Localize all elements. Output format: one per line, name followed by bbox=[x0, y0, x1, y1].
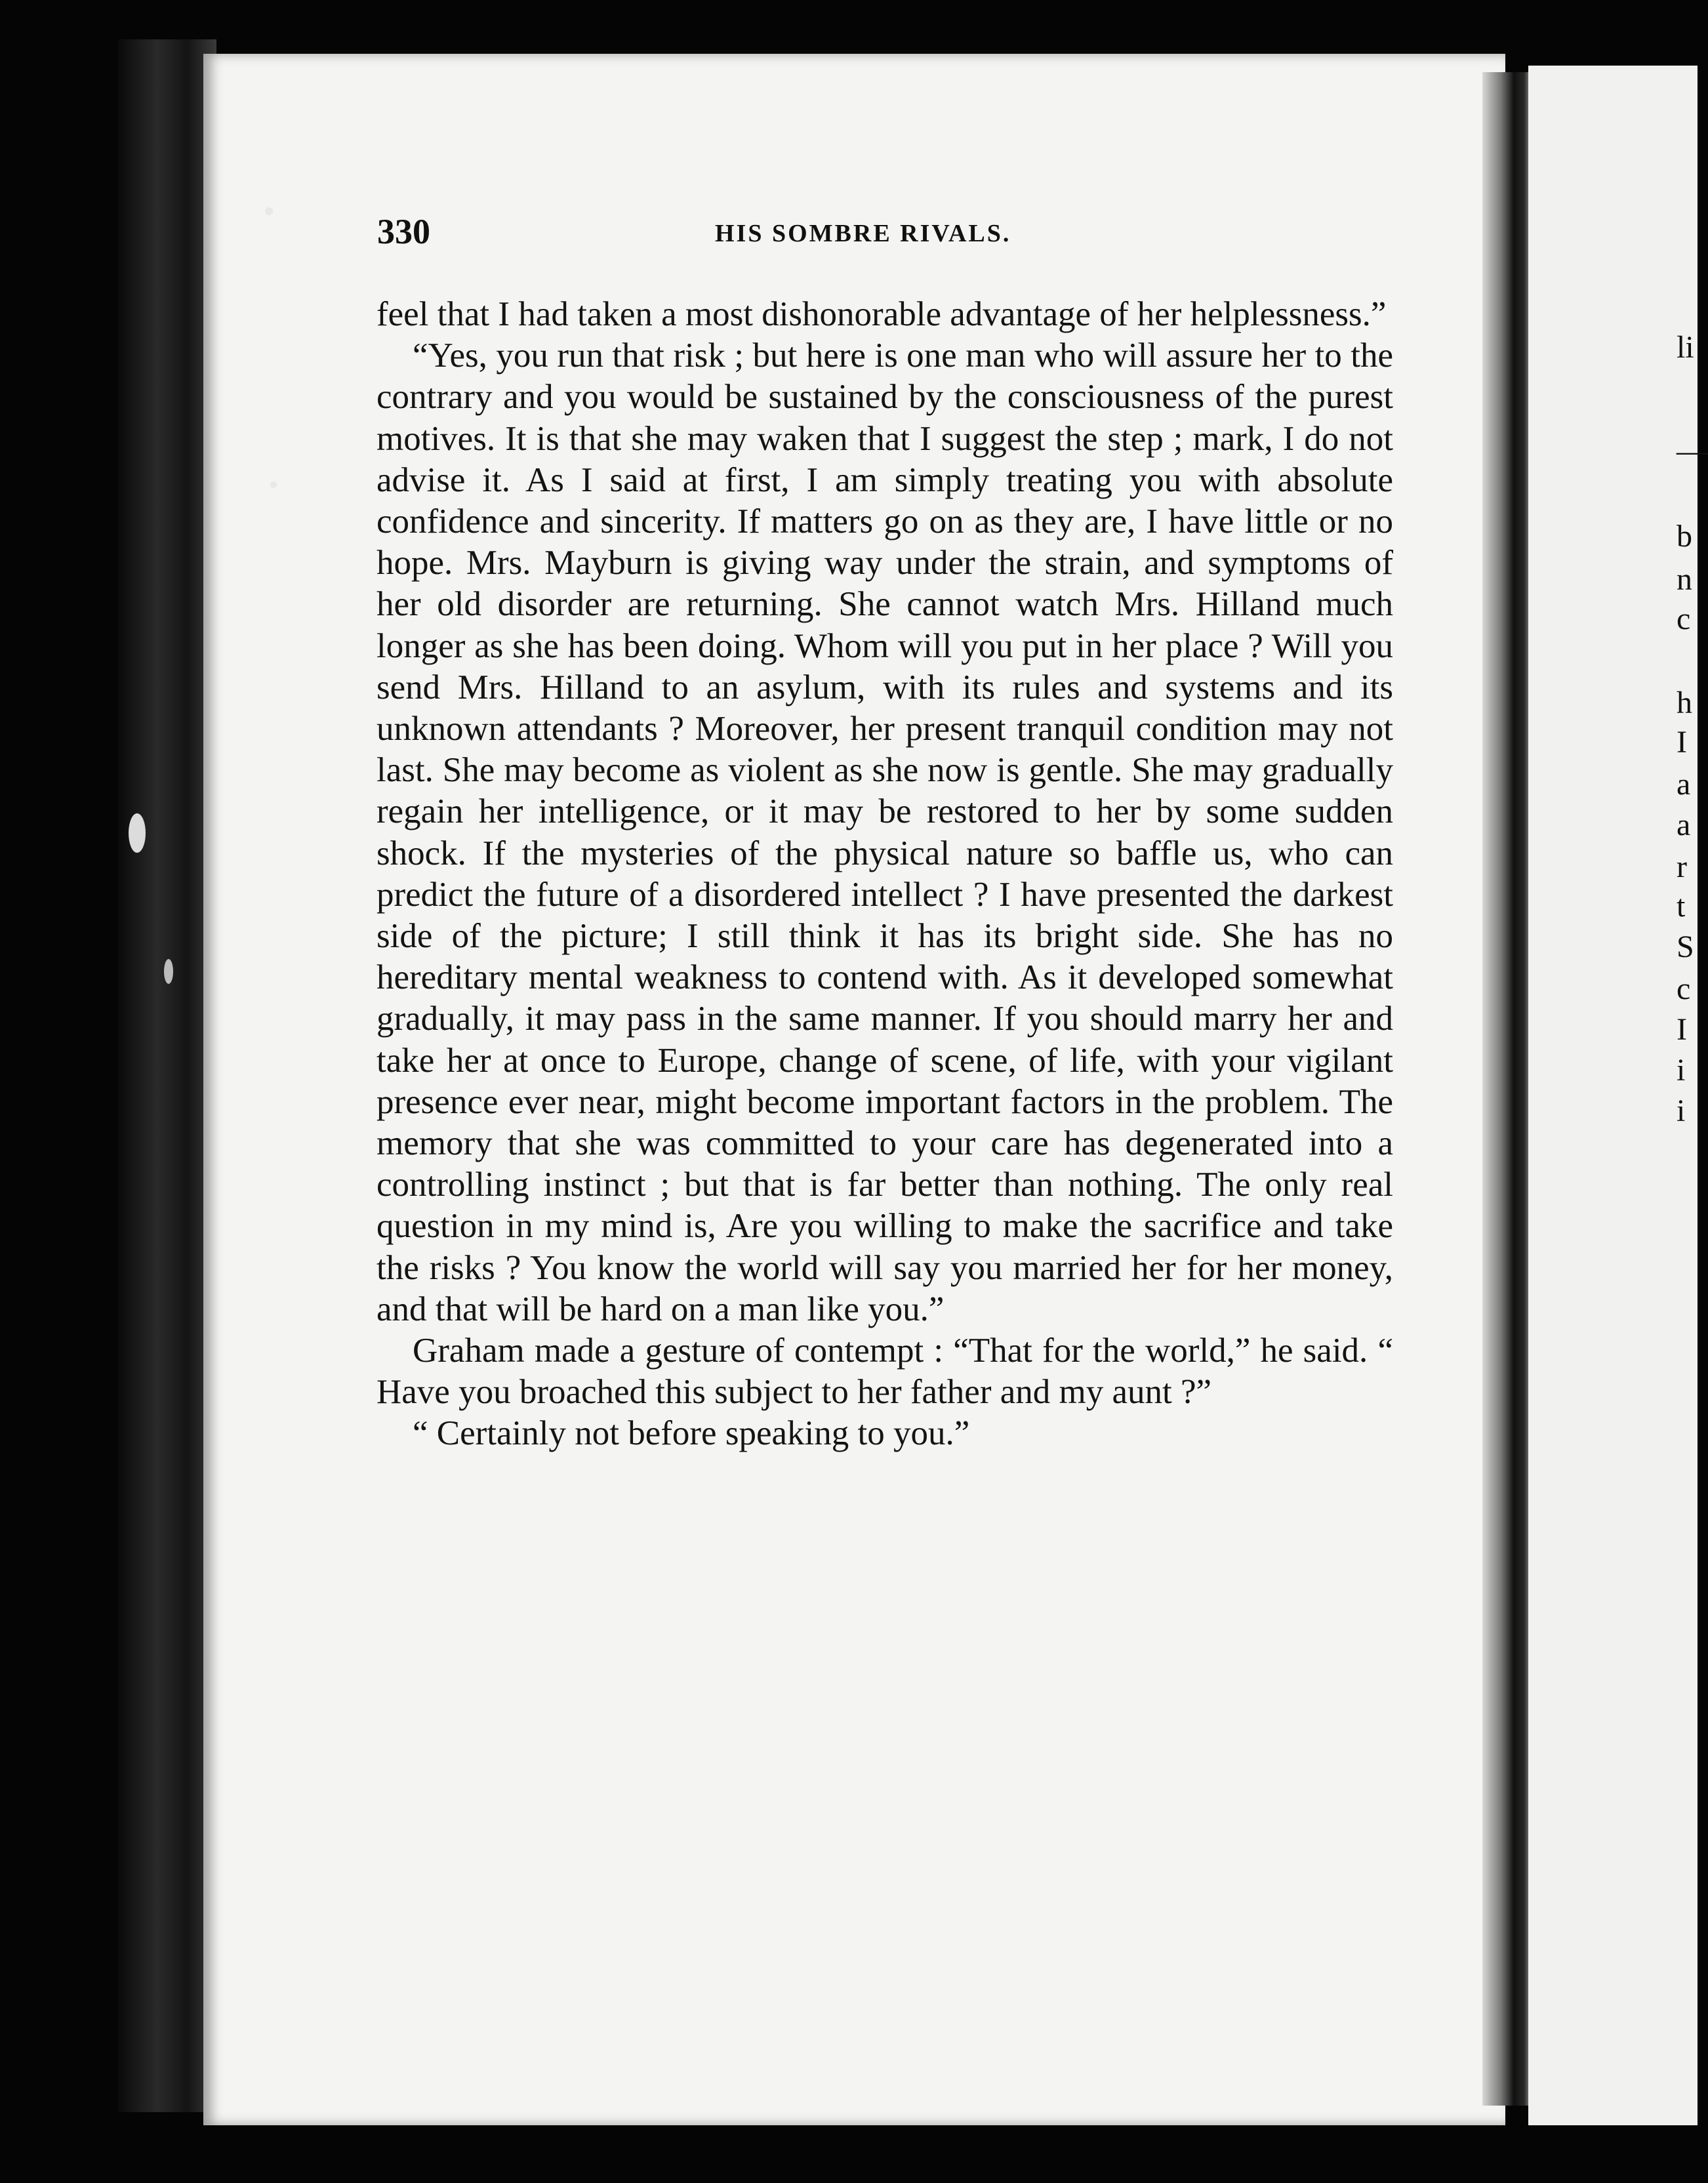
dust-speck bbox=[270, 481, 277, 488]
page-gutter bbox=[1482, 72, 1535, 2106]
book-spine bbox=[118, 39, 216, 2112]
facing-page-fragment: — bbox=[1677, 434, 1708, 468]
facing-page-fragment: I bbox=[1677, 1012, 1687, 1047]
facing-page-fragment: S bbox=[1677, 929, 1694, 964]
facing-page-fragment: i bbox=[1677, 1053, 1686, 1088]
facing-page-fragment: a bbox=[1677, 807, 1691, 842]
facing-page-fragment: i bbox=[1677, 1093, 1686, 1128]
page-header bbox=[377, 211, 1099, 257]
paragraph: “ Certainly not before speaking to you.” bbox=[413, 1414, 970, 1453]
facing-page-fragment: b bbox=[1677, 519, 1692, 554]
dust-speck bbox=[129, 813, 146, 853]
paragraph: “Yes, you run that risk ; but here is one man who will assure her to the contrary and you would be sustained by the consciousness of the purest motives. It is that she may waken that I suggest the step ; mark, I do not advise it. As I said at first, I am simply treating you with absolute confidence and sincerity. If matters go on as they are, I have little or no hope. Mrs. Mayburn is giving way under the strain, and symptoms of her old disorder are returning. She cannot watch Mrs. Hilland much longer as she has been doing. Whom will you put in her place ? Will you send Mrs. Hilland to an asylum, with its rules and systems and its unknown attendants ? Moreover, her present tranquil condition may not last. She may become as violent as she now is gentle. She may gradually regain her intelligence, or it may be restored to her by some sudden shock. If the mysteries of the physical nature so baffle us, who can predict the future of a disordered intellect ? I have presented the darkest side of the picture; I still think it has its bright side. She has no hereditary mental weakness to contend with. As it developed somewhat gradually, it may pass in the same manner. If you should marry her and take her at once to Europe, change of scene, of life, with your vigilant presence ever near, might become important factors in the problem. The memory that she was committed to your care has degenerated into a controlling instinct ; but that is far better than nothing. The only real question in my mind is, Are you willing to make the sacrifice and take the risks ? You know the world will say you married her for her money, and that will be hard on a man like you.” bbox=[376, 337, 1393, 1328]
page-number: 330 bbox=[377, 212, 430, 251]
dust-speck bbox=[164, 959, 173, 984]
facing-page-fragment: c bbox=[1677, 971, 1691, 1006]
facing-page-fragment: t bbox=[1677, 889, 1686, 924]
facing-page-fragment: n bbox=[1677, 562, 1692, 597]
facing-page-fragment: c bbox=[1677, 602, 1691, 636]
facing-page-fragment: r bbox=[1677, 849, 1687, 884]
facing-page-fragment: I bbox=[1677, 725, 1687, 760]
running-title: HIS SOMBRE RIVALS. bbox=[715, 220, 1011, 247]
paragraph: Graham made a gesture of contempt : “That for the world,” he said. “ Have you broached this subject to her father and my aunt ?” bbox=[376, 1332, 1393, 1412]
facing-page-fragment: li bbox=[1677, 330, 1694, 365]
page-body bbox=[376, 294, 1393, 1455]
facing-page-edge bbox=[1528, 66, 1708, 2125]
dust-speck bbox=[265, 207, 273, 215]
paragraph: feel that I had taken a most dishonorable advantage of her helplessness.” bbox=[376, 295, 1387, 333]
facing-page-fragment: h bbox=[1677, 685, 1692, 720]
facing-page-fragment: a bbox=[1677, 767, 1691, 802]
